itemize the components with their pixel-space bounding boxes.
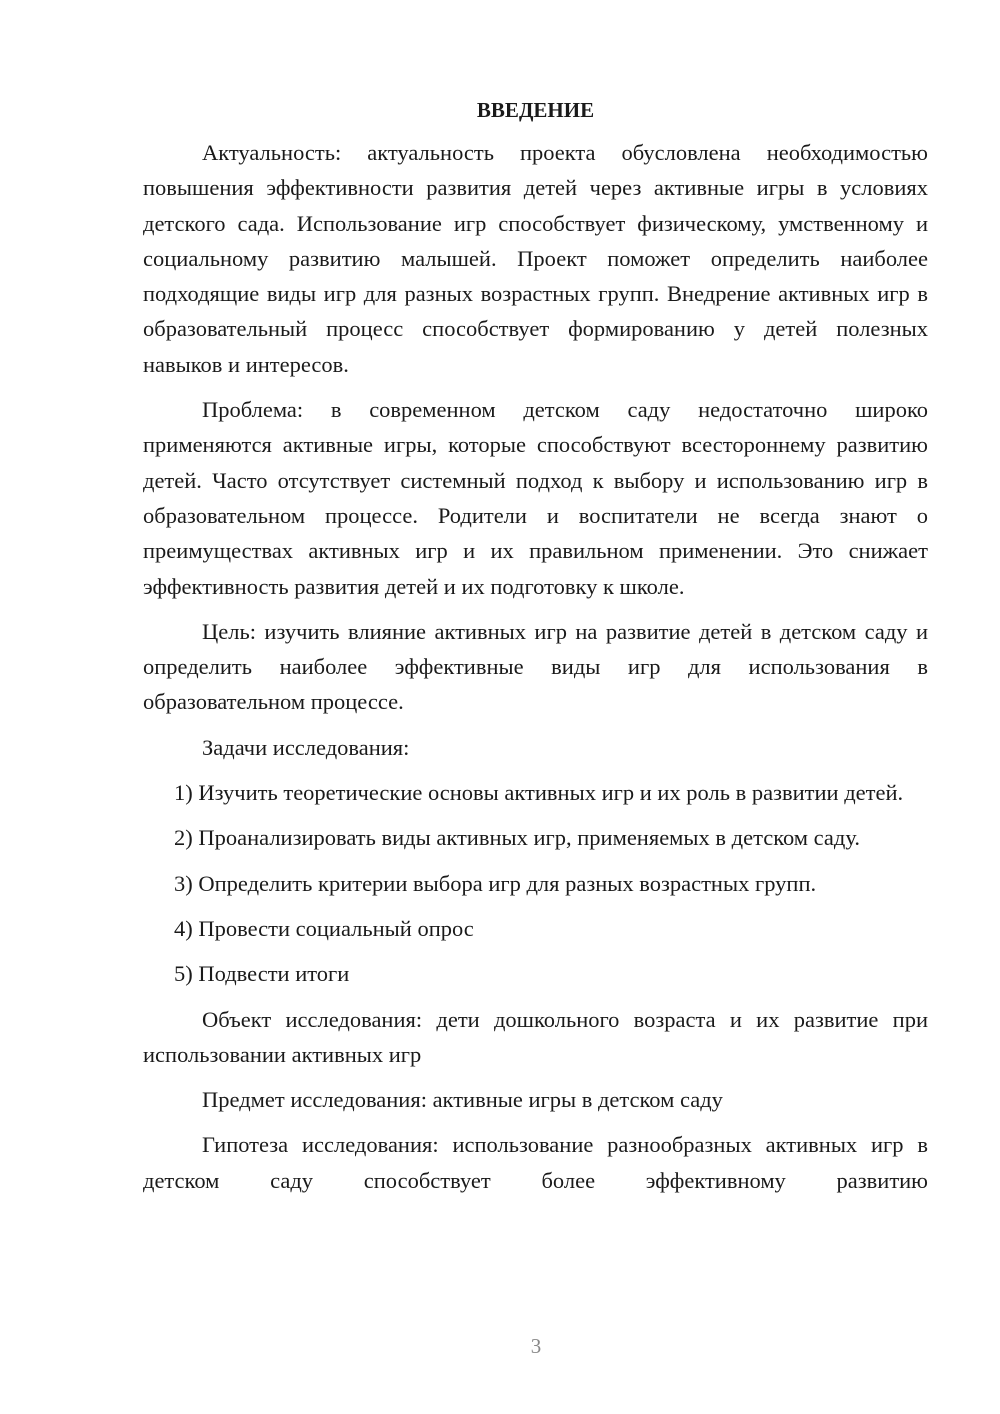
subject-paragraph: Предмет исследования: активные игры в детском саду	[202, 1087, 723, 1113]
problem-paragraph: Проблема: в современном детском саду недостаточно широко применяются активные игры, которые способствуют всестороннему развитию детей. Часто отсутствует системный подход к выбору и использованию игр в образовательном процессе. Родители и воспитатели не всегда знают о преимуществах активных игр и их правильном применении. Это снижает эффективность развития детей и их подготовку к школе.	[143, 397, 928, 599]
goal-paragraph: Цель: изучить влияние активных игр на развитие детей в детском саду и определить наиболее эффективные виды игр для использования в образовательном процессе.	[143, 618, 928, 715]
task-item-5: 5) Подвести итоги	[174, 961, 350, 987]
object-paragraph: Объект исследования: дети дошкольного возраста и их развитие при использовании активных игр	[143, 1006, 928, 1067]
tasks-heading: Задачи исследования:	[202, 734, 410, 760]
task-item-4: 4) Провести социальный опрос	[174, 915, 474, 941]
relevance-paragraph: Актуальность: актуальность проекта обусловлена необходимостью повышения эффективности развития детей через активные игры в условиях детского сада. Использование игр способствует физическому, умственному и социальному развитию малышей. Проект поможет определить наиболее подходящие виды игр для разных возрастных групп. Внедрение активных игр в образовательный процесс способствует формированию у детей полезных навыков и интересов.	[143, 140, 928, 377]
task-item-3: 3) Определить критерии выбора игр для разных возрастных групп.	[174, 870, 817, 896]
document-heading: ВВЕДЕНИЕ	[476, 98, 595, 122]
task-item-1: 1) Изучить теоретические основы активных игр и их роль в развитии детей.	[174, 780, 904, 806]
task-item-2: 2) Проанализировать виды активных игр, применяемых в детском саду.	[174, 825, 860, 851]
document-page	[143, 95, 928, 1198]
hypothesis-paragraph: Гипотеза исследования: использование разнообразных активных игр в детском саду способствует более эффективному развитию	[143, 1132, 928, 1193]
page-number: 3	[530, 1334, 542, 1358]
